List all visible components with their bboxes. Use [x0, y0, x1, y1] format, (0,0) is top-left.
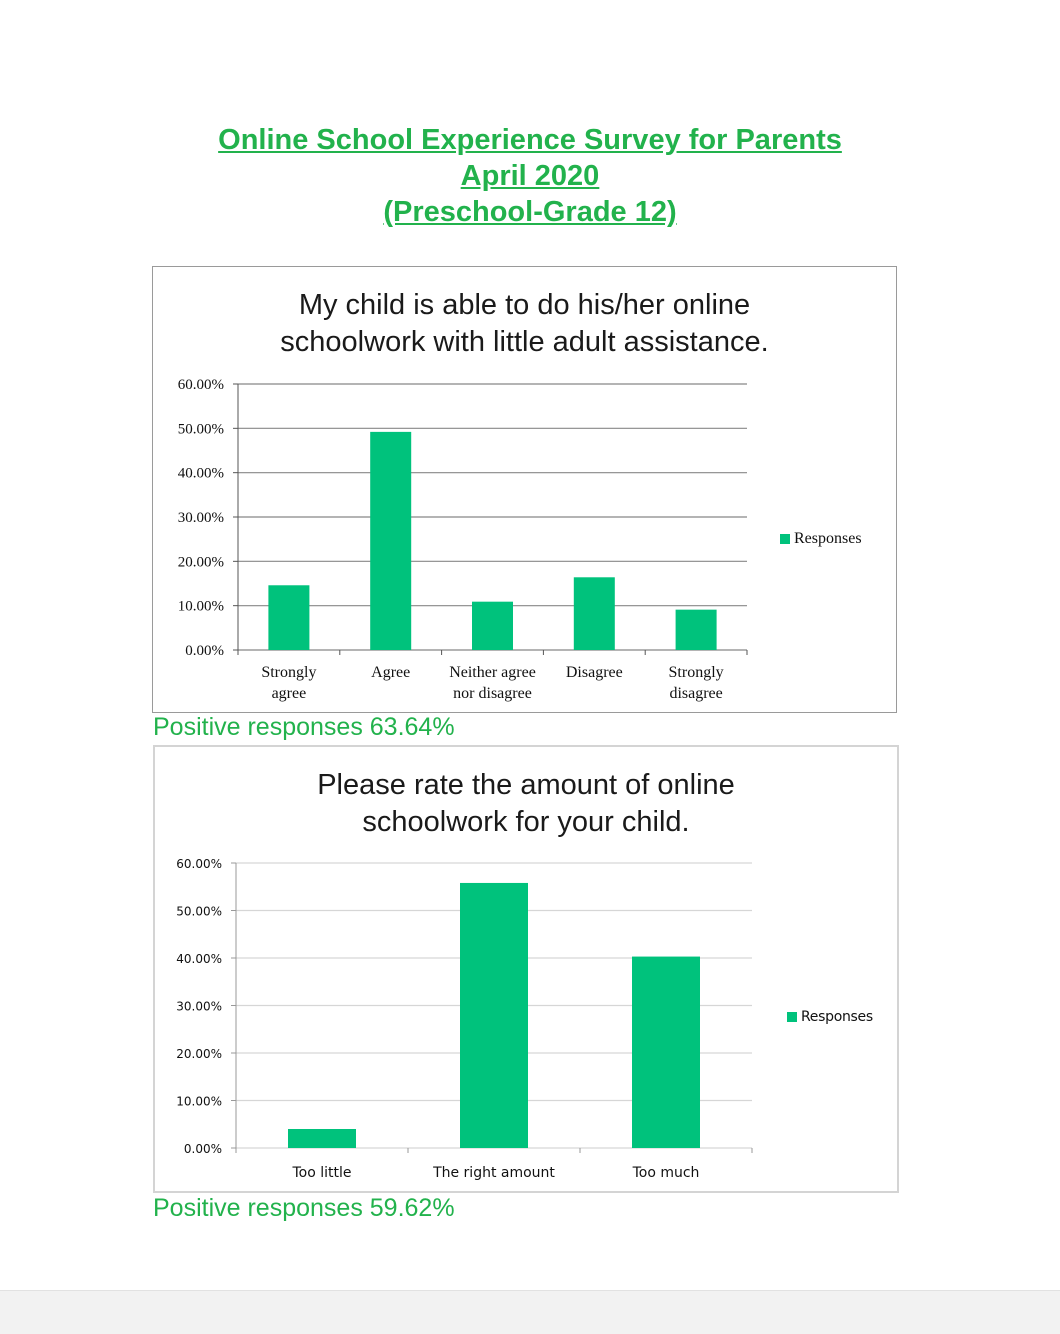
title-line-1: Online School Experience Survey for Parents [218, 124, 842, 156]
positive-responses-note: Positive responses 63.64% [153, 713, 455, 741]
y-tick-label: 30.00% [177, 510, 224, 526]
bar-1 [460, 883, 528, 1148]
y-tick-label: 60.00% [177, 377, 224, 393]
y-tick-label: 20.00% [177, 554, 224, 571]
x-category-label: Too much [632, 1165, 700, 1181]
x-category-label: nor disagree [453, 685, 532, 702]
chart-title-line-1: My child is able to do his/her online [298, 289, 751, 321]
x-category-label: Disagree [565, 664, 623, 681]
y-tick-label: 20.00% [176, 1047, 222, 1061]
title-line-2: April 2020 [460, 160, 600, 192]
bar-2 [472, 602, 513, 650]
chart-plot [155, 747, 897, 1191]
bar-3 [574, 577, 615, 650]
chart-title-line-2: schoolwork for your child. [362, 806, 690, 838]
bar-0 [268, 585, 309, 650]
x-category-label: Neither agree [449, 664, 536, 681]
bar-4 [676, 610, 717, 650]
chart-title-line-2: schoolwork with little adult assistance. [280, 326, 769, 358]
chart-plot [153, 267, 896, 712]
title-line-3: (Preschool-Grade 12) [383, 196, 677, 228]
legend-label: Responses [794, 530, 862, 547]
y-tick-label: 50.00% [176, 904, 222, 919]
chart-legend [780, 530, 862, 548]
x-category-label: Agree [371, 664, 411, 681]
y-tick-label: 60.00% [176, 857, 222, 871]
legend-label: Responses [801, 1009, 873, 1025]
bar-0 [288, 1129, 356, 1148]
x-category-label: The right amount [433, 1165, 555, 1181]
legend-swatch [780, 534, 790, 544]
chart-amount [153, 745, 899, 1193]
y-tick-label: 30.00% [176, 999, 222, 1014]
x-category-label: Too little [292, 1165, 352, 1181]
bar-1 [370, 432, 411, 650]
chart-legend [787, 1009, 873, 1025]
x-category-label: disagree [669, 685, 723, 702]
x-category-label: agree [271, 685, 307, 702]
chart-title-line-1: Please rate the amount of online [317, 769, 735, 801]
y-tick-label: 40.00% [177, 465, 224, 482]
y-tick-label: 0.00% [185, 643, 224, 659]
chart-assistance [152, 266, 897, 713]
y-tick-label: 10.00% [176, 1094, 222, 1109]
page-title [0, 122, 1060, 230]
positive-responses-note: Positive responses 59.62% [153, 1194, 455, 1222]
legend-swatch [787, 1012, 797, 1022]
bar-2 [632, 957, 700, 1148]
y-tick-label: 40.00% [176, 952, 222, 966]
x-category-label: Strongly [668, 664, 724, 681]
x-category-label: Strongly [261, 664, 317, 681]
y-tick-label: 0.00% [183, 1142, 222, 1156]
y-tick-label: 10.00% [177, 598, 224, 615]
y-tick-label: 50.00% [177, 421, 224, 438]
